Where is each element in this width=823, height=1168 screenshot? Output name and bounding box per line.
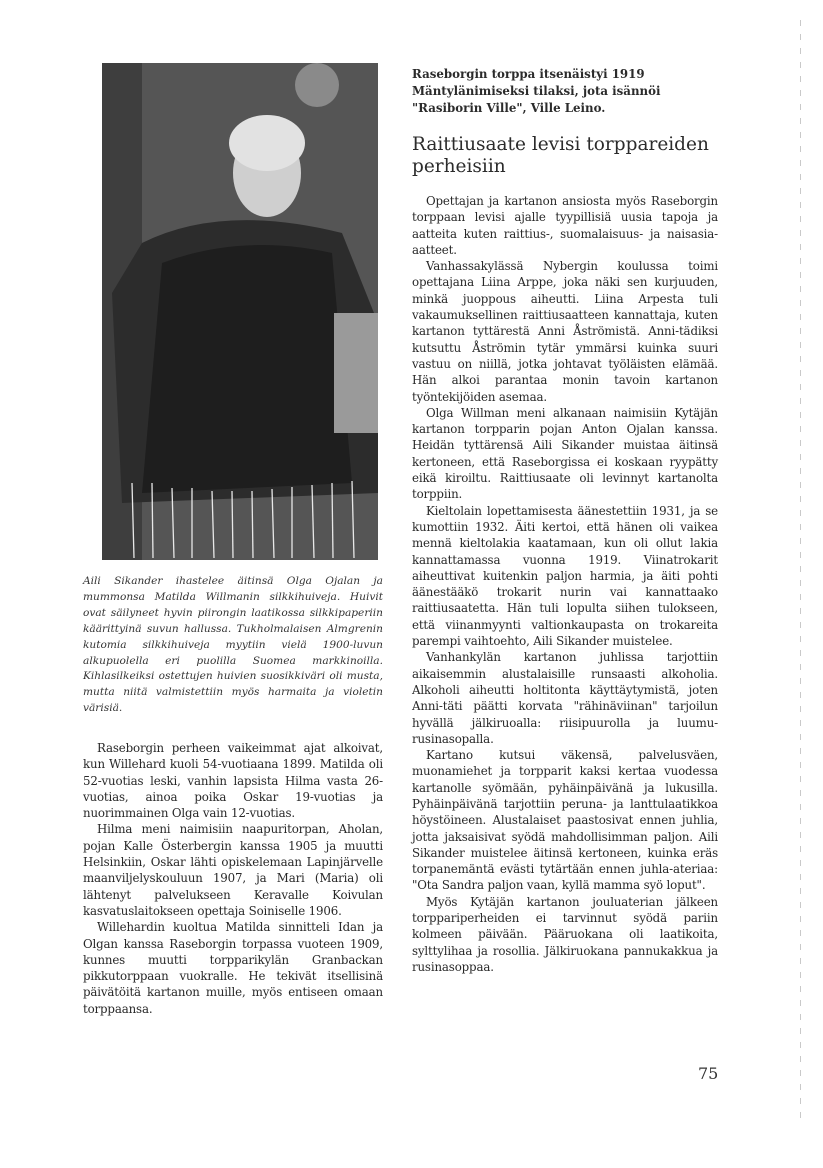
section-heading: Raittiusaate levisi torppareiden perheisiin: [412, 134, 709, 177]
paragraph: Kartano kutsui väkensä, palvelusväen, muonamiehet ja torpparit kaksi kertaa vuodessa kartanolle syömään, pyhäinpäivänä ja lukusilla. Pyhäinpäivänä tarjottiin peruna- ja lanttulaatikkoa höystöineen. Alustalaiset paastosivat ennen juhlia, jotta jaksaisivat syödä mahdollisimman paljon. Aili Sikander muistelee äitinsä kertoneen, kuinka eräs torpanemäntä evästi tytärtään ennen juhla-ateriaa: "Ota Sandra paljon vaan, kyllä mamma syö loput".: [412, 748, 718, 893]
portrait-photo-icon: [102, 63, 378, 560]
paragraph: Vanhankylän kartanon juhlissa tarjottiin aikaisemmin alustalaisille runsaasti alkoholia. Alkoholi aiheutti holtitonta käyttäytymistä, joten Anni-täti päätti korvata "rähinäviinan" tarjoilun hyvällä jälkiruoalla: riisipuurolla ja luumu-rusinasopalla.: [412, 650, 718, 746]
paragraph: Raseborgin perheen vaikeimmat ajat alkoivat, kun Willehard kuoli 54-vuotiaana 1899. Matilda oli 52-vuotias leski, vanhin lapsista Hilma vasta 26-vuotias, ainoa poika Oskar 19-vuotias ja nuorimmainen Olga vain 12-vuotias.: [83, 741, 383, 821]
right-column: [412, 193, 718, 975]
paragraph: Olga Willman meni alkanaan naimisiin Kytäjän kartanon torpparin pojan Anton Ojalan kanssa. Heidän tyttärensä Aili Sikander muistaa äitinsä kertoneen, että Raseborgissa ei koskaan ryypätty eikä kiroiltu. Raittiusaate oli levinnyt kartanolta torppiin.: [412, 405, 718, 502]
page-number: 75: [698, 1064, 719, 1083]
caption-text: Aili Sikander ihastelee äitinsä Olga Ojalan ja mummonsa Matilda Willmanin silkkihuiveja. Huivit ovat säilyneet hyvin piirongin laatikossa silkkipaperiin käärittyinä suvun hallussa. Tukholmalaisen Almgrenin kutomia silkkihuiveja myytiin vielä 1900-luvun alkupuolella eri puolilla Suomea markkinoilla. Kihlasilkeiksi ostettujen huivien suosikkiväri oli musta, mutta niitä valmistettiin myös harmaita ja violetin värisiä.: [83, 575, 383, 715]
scan-margin-line: [800, 20, 801, 1120]
paragraph: Kieltolain lopettamisesta äänestettiin 1931, ja se kumottiin 1932. Äiti kertoi, että hänen oli vaikea mennä kieltolakia kaatamaan, kun oli ollut lakia kannattamassa vuonna 1919. Viinatrokarit aiheuttivat kuitenkin paljon harmia, ja äiti pohti äänestääkö trokarit nurin vai kannattaako raittiusaatetta. Hän tuli lopulta siihen tulokseen, että viinanmyynti valtionkaupasta on trokareita parempi vaihtoehto, Aili Sikander muistelee.: [412, 503, 718, 649]
left-column: [83, 740, 383, 1017]
intro-text: Raseborgin torppa itsenäistyi 1919 Mäntylänimiseksi tilaksi, jota isännöi "Rasiborin Ville", Ville Leino.: [412, 67, 661, 115]
paragraph: Hilma meni naimisiin naapuritorpan, Aholan, pojan Kalle Österbergin kanssa 1905 ja muutti Helsinkiin, Oskar lähti opiskelemaan Lapinjärvelle maanviljelyskouluun 1907, ja Mari (Maria) oli lähtenyt palvelukseen Keravalle Koivulan kasvatuslaitokseen opettaja Soiniselle 1906.: [83, 822, 383, 918]
photo-caption: [83, 574, 383, 717]
paragraph: Opettajan ja kartanon ansiosta myös Raseborgin torppaan levisi ajalle tyypillisiä uusia tapoja ja aatteita kuten raittius-, suomalaisuus- ja naisasia-aatteet.: [412, 194, 718, 257]
portrait-photo: [102, 63, 378, 560]
paragraph: Willehardin kuoltua Matilda sinnitteli Idan ja Olgan kanssa Raseborgin torpassa vuoteen 1909, kunnes muutti torpparikylän Granbackan pikkutorppaan vuokralle. He tekivät itsellisinä päivätöitä kartanon muille, myös entiseen omaan torppaansa.: [83, 920, 383, 1016]
paragraph: Vanhassakylässä Nybergin koulussa toimi opettajana Liina Arppe, joka näki sen kurjuuden, minkä juoppous aiheutti. Liina Arpesta tuli vakaumuksellinen raittiusaatteen kannattaja, kuten kartanon tyttärestä Anni Åströmistä. Anni-tädiksi kutsuttu Åströmin tytär ymmärsi kuinka suuri vastuu on niillä, jotka johtavat työläisten elämää. Hän alkoi parantaa monin tavoin kartanon työntekijöiden asemaa.: [412, 259, 718, 404]
paragraph: Myös Kytäjän kartanon jouluaterian jälkeen torppariperheiden ei tarvinnut syödä pariin kolmeen päivään. Pääruokana oli laatikoita, sylttylihaa ja rosollia. Jälkiruokana pannukakkua ja rusinasoppaa.: [412, 894, 718, 974]
